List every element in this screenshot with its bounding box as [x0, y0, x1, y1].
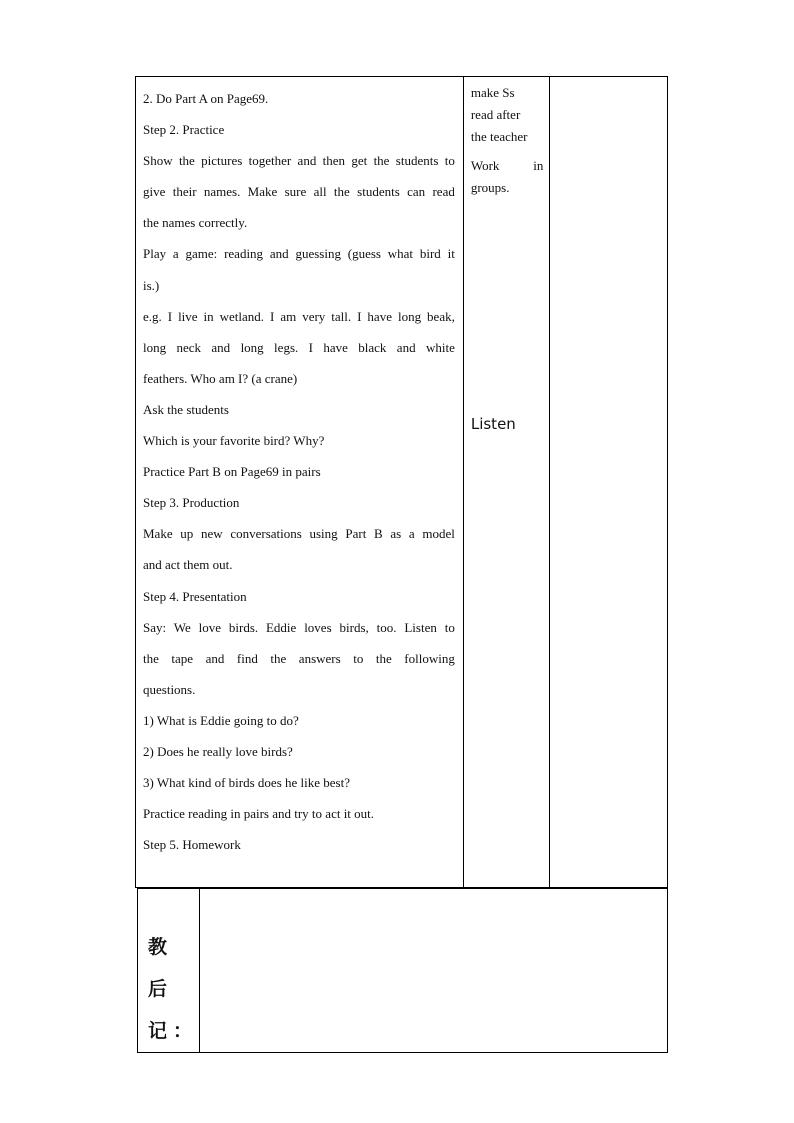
reflection-label-cell — [138, 889, 200, 1053]
procedure-line: Practice reading in pairs and try to act it out. — [143, 806, 375, 822]
step-heading: Step 4. Presentation — [143, 588, 247, 604]
question-item: 2) Does he really love birds? — [143, 743, 293, 759]
procedure-line: Ask the students — [143, 401, 229, 417]
empty-notes-cell — [550, 77, 668, 888]
procedure-cell — [136, 77, 464, 888]
procedure-line: give their names. Make sure all the students can read — [143, 184, 455, 200]
activity-line: Work in — [470, 158, 544, 173]
reflection-label: 记： — [148, 1020, 199, 1042]
question-item: 1) What is Eddie going to do? — [143, 712, 299, 728]
procedure-line: 2. Do Part A on Page69. — [143, 91, 269, 106]
procedure-line: Play a game: reading and guessing (guess what bird it — [143, 246, 455, 262]
procedure-line: and act them out. — [143, 557, 233, 573]
procedure-line: the names correctly. — [143, 215, 248, 231]
lesson-procedure-table — [135, 76, 668, 888]
procedure-line: questions. — [143, 681, 196, 697]
activity-line: groups. — [470, 180, 510, 195]
activity-line: make Ss — [470, 85, 515, 100]
procedure-line: is.) — [143, 277, 160, 293]
activity-line: read after — [470, 107, 521, 122]
procedure-line: Make up new conversations using Part B as a model — [143, 526, 455, 542]
listen-label: Listen — [470, 415, 516, 433]
activity-cell — [463, 77, 549, 888]
question-item: 3) What kind of birds does he like best? — [143, 775, 350, 791]
step-heading: Step 5. Homework — [143, 837, 241, 853]
procedure-line: Which is your favorite bird? Why? — [143, 433, 325, 449]
procedure-line: Say: We love birds. Eddie loves birds, too. Listen to — [143, 619, 455, 635]
reflection-content-cell[interactable] — [200, 889, 668, 1053]
step-heading: Step 2. Practice — [143, 122, 225, 138]
procedure-line: e.g. I live in wetland. I am very tall. I have long beak, — [143, 308, 455, 324]
procedure-line: feathers. Who am I? (a crane) — [143, 370, 298, 386]
procedure-line: Practice Part B on Page69 in pairs — [143, 464, 321, 480]
activity-line: the teacher — [470, 129, 528, 144]
procedure-line: Show the pictures together and then get the students to — [143, 153, 455, 169]
reflection-table — [137, 888, 668, 1053]
reflection-label: 教后 — [148, 936, 174, 1000]
step-heading: Step 3. Production — [143, 495, 240, 511]
procedure-line: the tape and find the answers to the following — [143, 650, 455, 666]
procedure-line: long neck and long legs. I have black and white — [143, 339, 455, 355]
